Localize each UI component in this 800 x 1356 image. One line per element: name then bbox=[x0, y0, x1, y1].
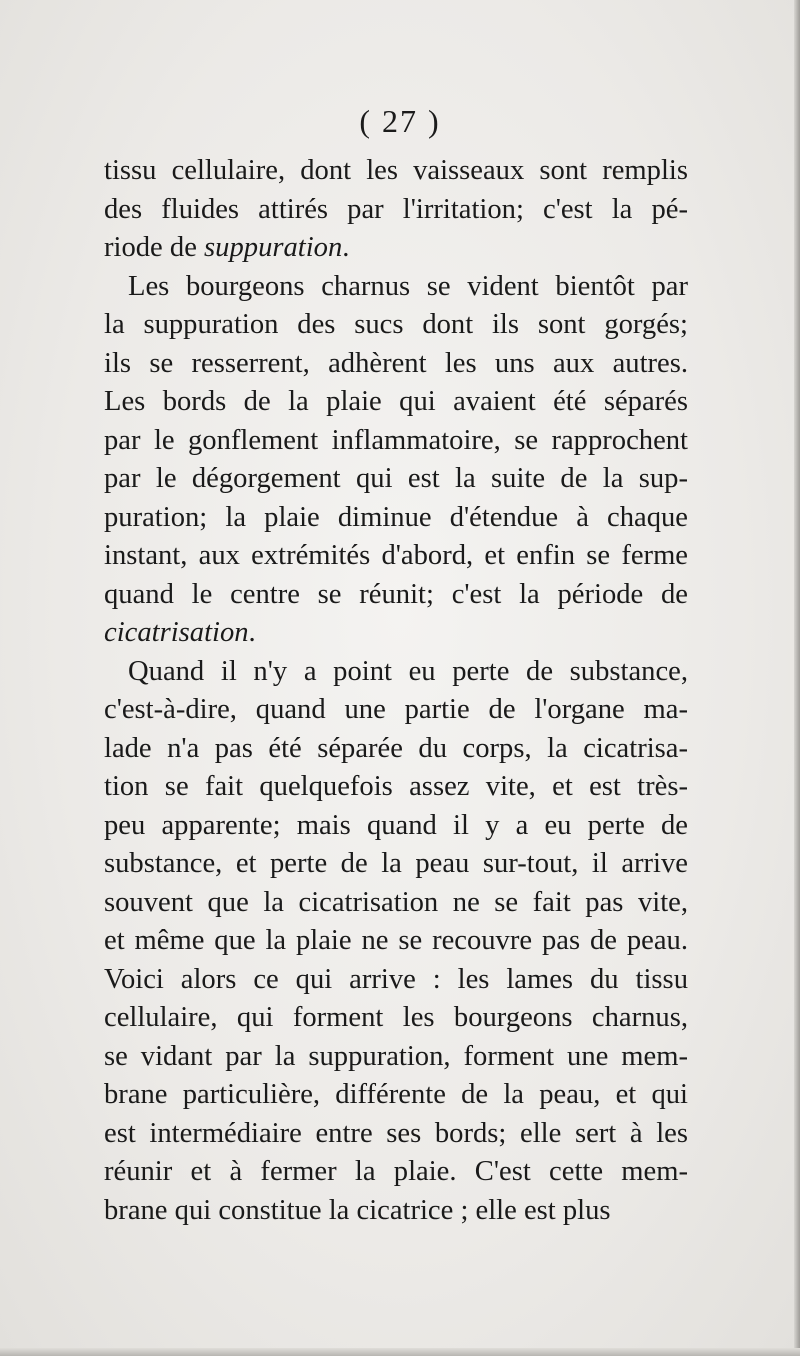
line-text: substance, et perte de la peau sur-tout, il arrive bbox=[104, 848, 688, 879]
text-line bbox=[104, 537, 688, 576]
line-text: tion se fait quelquefois assez vite, et est très- bbox=[104, 771, 688, 802]
text-line bbox=[104, 1115, 688, 1154]
line-text: la suppuration des sucs dont ils sont gorgés; bbox=[104, 309, 688, 340]
text-line bbox=[104, 345, 688, 384]
text-line bbox=[104, 306, 688, 345]
text-line bbox=[104, 383, 688, 422]
line-text: instant, aux extrémités d'abord, et enfin se ferme bbox=[104, 540, 688, 571]
text-line bbox=[104, 922, 688, 961]
line-text: quand le centre se réunit; c'est la période de bbox=[104, 578, 688, 610]
paragraph-p3 bbox=[104, 653, 688, 1231]
line-text: tissu cellulaire, dont les vaisseaux sont remplis bbox=[104, 155, 688, 186]
text-line bbox=[104, 1076, 688, 1115]
line-text: Les bourgeons charnus se vident bientôt par bbox=[128, 270, 688, 302]
text-line bbox=[104, 730, 688, 769]
text-line bbox=[104, 614, 688, 653]
line-text: Quand il n'y a point eu perte de substance, bbox=[128, 655, 688, 687]
line-punctuation: . bbox=[248, 617, 256, 648]
text-line bbox=[104, 768, 688, 807]
text-line bbox=[104, 845, 688, 884]
line-text: cellulaire, qui forment les bourgeons charnus, bbox=[104, 1002, 688, 1033]
line-punctuation: . bbox=[342, 232, 350, 263]
line-text: brane particulière, différente de la peau, et qui bbox=[104, 1079, 688, 1110]
italic-term: suppuration bbox=[204, 232, 343, 263]
text-line bbox=[104, 807, 688, 846]
text-line bbox=[104, 691, 688, 730]
line-text: se vidant par la suppuration, forment une mem- bbox=[104, 1040, 688, 1072]
text-line bbox=[104, 152, 688, 191]
paragraph-p1 bbox=[104, 152, 688, 268]
line-text: Voici alors ce qui arrive : les lames du tissu bbox=[104, 963, 688, 995]
page-edge-shadow bbox=[794, 0, 800, 1356]
line-text: par le gonflement inflammatoire, se rapprochent bbox=[104, 424, 688, 456]
text-line bbox=[104, 499, 688, 538]
text-line bbox=[104, 999, 688, 1038]
text-line bbox=[104, 422, 688, 461]
body-text bbox=[104, 152, 688, 1230]
text-line bbox=[104, 653, 688, 692]
paragraph-p2 bbox=[104, 268, 688, 653]
line-text: riode de bbox=[104, 232, 205, 263]
text-line bbox=[104, 1038, 688, 1077]
line-text: peu apparente; mais quand il y a eu perte de bbox=[104, 809, 688, 841]
line-text: est intermédiaire entre ses bords; elle sert à les bbox=[104, 1117, 688, 1149]
text-line bbox=[104, 1153, 688, 1192]
page-bottom-edge bbox=[0, 1348, 800, 1356]
line-text: par le dégorgement qui est la suite de la sup- bbox=[104, 463, 688, 494]
line-text: des fluides attirés par l'irritation; c'est la pé- bbox=[104, 193, 688, 225]
line-text: brane qui constitue la cicatrice ; elle est plus bbox=[104, 1194, 611, 1226]
line-text: lade n'a pas été séparée du corps, la cicatrisa- bbox=[104, 732, 688, 764]
line-text: souvent que la cicatrisation ne se fait pas vite, bbox=[104, 886, 688, 918]
line-text: réunir et à fermer la plaie. C'est cette mem- bbox=[104, 1156, 688, 1187]
text-line bbox=[104, 1192, 688, 1231]
line-text: c'est-à-dire, quand une partie de l'organe ma- bbox=[104, 694, 688, 725]
text-line bbox=[104, 961, 688, 1000]
line-text: puration; la plaie diminue d'étendue à chaque bbox=[104, 501, 688, 533]
text-line bbox=[104, 229, 688, 268]
text-line bbox=[104, 191, 688, 230]
text-line bbox=[104, 576, 688, 615]
page-number: ( 27 ) bbox=[359, 103, 441, 139]
text-line bbox=[104, 460, 688, 499]
line-text: Les bords de la plaie qui avaient été séparés bbox=[104, 386, 688, 417]
text-line bbox=[104, 268, 688, 307]
italic-term: cicatrisation bbox=[104, 617, 249, 648]
line-text: et même que la plaie ne se recouvre pas de peau. bbox=[104, 925, 688, 956]
line-text: ils se resserrent, adhèrent les uns aux autres. bbox=[104, 347, 688, 379]
text-line bbox=[104, 884, 688, 923]
